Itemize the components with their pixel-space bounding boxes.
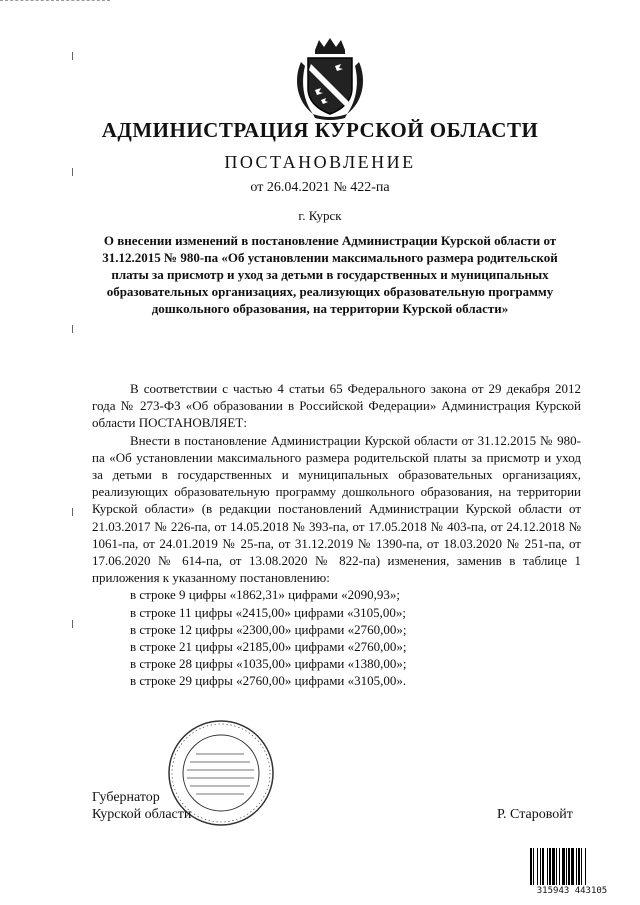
signatory-title-line2: Курской области <box>92 807 192 822</box>
document-type: ПОСТАНОВЛЕНИЕ <box>224 152 416 172</box>
barcode-bar <box>533 848 534 885</box>
barcode-bar <box>552 848 555 885</box>
barcode-bar <box>547 848 548 885</box>
amendment-item: в строке 12 цифры «2300,00» цифрами «2760,00»; <box>130 621 407 637</box>
barcode-bar <box>549 848 551 885</box>
barcode-bar <box>542 848 544 885</box>
document-city: г. Курск <box>298 208 342 223</box>
top-edge-mark <box>0 0 110 4</box>
barcode-number: 315943 443105 <box>536 886 608 896</box>
document-heading: О внесении изменений в постановление Администрации Курской области от 31.12.2015 № 980-па «Об установлении максимального размера родительской платы за присмотр и уход за детьми в государственных и муниципальных образовательных организациях, реализующих образовательную программу дошкольного образования, на территории Курской области» <box>102 233 558 316</box>
margin-tick <box>72 52 73 60</box>
amendment-item: в строке 28 цифры «1035,00» цифрами «1380,00»; <box>130 656 407 672</box>
body-paragraph: В соответствии с частью 4 статьи 65 Федерального закона от 29 декабря 2012 года № 273-ФЗ «Об образовании в Российской Федерации» Администрация Курской области ПОСТАНОВЛЯЕТ: <box>92 381 581 431</box>
amendment-item: в строке 21 цифры «2185,00» цифрами «2760,00»; <box>130 639 407 655</box>
body-paragraph: Внести в постановление Администрации Курской области от 31.12.2015 № 980-па «Об установлении максимального размера родительской платы за присмотр и уход за детьми в государственных и муниципальных образовательных организациях, реализующих образовательную программу дошкольного образования, на территории Курской области» (в редакции постановлений Администрации Курской области от 21.03.2017 № 226-па, от 14.05.2018 № 393-па, от 17.05.2018 № 403-па, от 24.12.2018 № 1061-па, от 24.01.2019 № 25-па, от 31.12.2019 № 1390-па, от 18.03.2020 № 251-па, от 17.06.2020 № 614-па, от 13.08.2020 № 822-па) изменения, заменив в таблице 1 приложения к указанному постановлению: <box>92 432 581 586</box>
signatory-name: Р. Старовойт <box>497 807 573 822</box>
barcode-bar <box>537 848 538 885</box>
margin-tick <box>72 508 73 516</box>
barcode-bar <box>556 848 557 885</box>
barcode-bar <box>559 848 560 885</box>
margin-tick <box>72 325 73 333</box>
document-date-number: от 26.04.2021 № 422-па <box>250 180 390 195</box>
barcode-bar <box>581 848 582 885</box>
barcode-bar <box>571 848 574 885</box>
barcode-bar <box>540 848 541 885</box>
amendment-item: в строке 11 цифры «2415,00» цифрами «3105,00»; <box>130 604 407 620</box>
amendment-item: в строке 29 цифры «2760,00» цифрами «3105,00». <box>130 673 407 689</box>
document-body <box>92 380 581 690</box>
barcode-bar <box>566 848 567 885</box>
barcode-bar <box>578 848 580 885</box>
margin-tick <box>72 620 73 628</box>
coat-of-arms-emblem <box>291 36 369 120</box>
signatory-title-line1: Губернатор <box>92 790 160 805</box>
barcode-bar <box>562 848 565 885</box>
barcode-bar <box>568 848 570 885</box>
barcode-bar <box>585 848 586 885</box>
barcode-bar <box>576 848 577 885</box>
organization-title: АДМИНИСТРАЦИЯ КУРСКОЙ ОБЛАСТИ <box>101 118 539 142</box>
amendment-item: в строке 9 цифры «1862,31» цифрами «2090,93»; <box>130 587 400 603</box>
barcode-bar <box>530 848 532 885</box>
